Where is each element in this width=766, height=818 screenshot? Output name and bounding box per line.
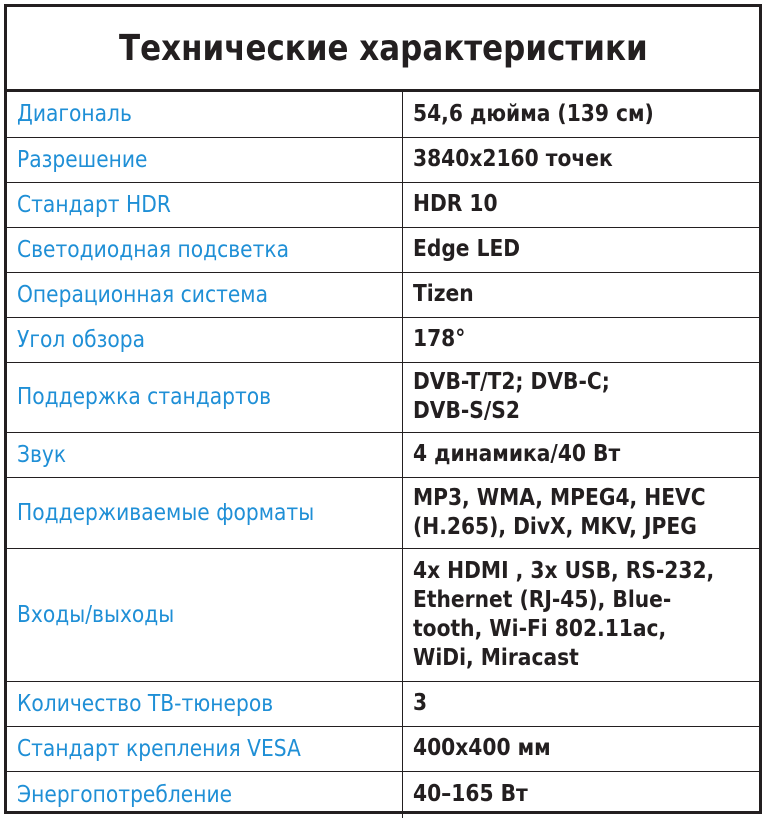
spec-label-cell bbox=[7, 548, 402, 681]
spec-label-cell bbox=[7, 681, 402, 726]
spec-sheet bbox=[4, 4, 762, 814]
spec-label-cell bbox=[7, 771, 402, 818]
spec-value-cell bbox=[402, 182, 759, 227]
table-row bbox=[7, 681, 759, 726]
spec-label: Операционная система bbox=[17, 281, 268, 308]
spec-value-cell bbox=[402, 726, 759, 771]
spec-label-cell bbox=[7, 272, 402, 317]
spec-label-cell bbox=[7, 726, 402, 771]
table-row bbox=[7, 726, 759, 771]
spec-value-cell bbox=[402, 137, 759, 182]
spec-label: Стандарт крепления VESA bbox=[17, 735, 301, 762]
spec-label-cell bbox=[7, 182, 402, 227]
spec-label-cell bbox=[7, 432, 402, 477]
spec-label: Диагональ bbox=[17, 101, 132, 128]
spec-value: 40–165 Вт bbox=[412, 781, 528, 808]
spec-label: Стандарт HDR bbox=[17, 191, 171, 218]
table-row bbox=[7, 137, 759, 182]
table-row bbox=[7, 477, 759, 548]
spec-value-cell bbox=[402, 681, 759, 726]
spec-label: Угол обзора bbox=[17, 326, 145, 353]
spec-value: 178° bbox=[412, 326, 465, 352]
table-row bbox=[7, 92, 759, 137]
spec-label-cell bbox=[7, 317, 402, 362]
spec-value: 54,6 дюйма (139 см) bbox=[412, 100, 654, 127]
spec-value: Edge LED bbox=[412, 236, 520, 262]
spec-value-cell bbox=[402, 92, 759, 137]
spec-value: HDR 10 bbox=[412, 191, 498, 217]
page-title: Технические характеристики bbox=[118, 27, 648, 69]
spec-label: Поддержка стандартов bbox=[17, 384, 272, 410]
table-row bbox=[7, 548, 759, 681]
spec-value: 400x400 мм bbox=[412, 735, 551, 761]
spec-value: Tizen bbox=[412, 281, 474, 307]
spec-label: Разрешение bbox=[17, 146, 148, 173]
title-box bbox=[7, 7, 759, 92]
spec-label-cell bbox=[7, 92, 402, 137]
spec-value-cell bbox=[402, 272, 759, 317]
spec-label-cell bbox=[7, 137, 402, 182]
spec-label: Входы/выходы bbox=[17, 601, 175, 628]
spec-value: MP3, WMA, MPEG4, HEVC (H.265), DivX, MKV, JPEG bbox=[412, 484, 706, 540]
spec-value-cell bbox=[402, 548, 759, 681]
spec-label: Светодиодная подсветка bbox=[17, 236, 290, 263]
spec-value-cell bbox=[402, 227, 759, 272]
spec-label: Звук bbox=[17, 441, 67, 468]
spec-table bbox=[7, 92, 759, 818]
spec-label-cell bbox=[7, 362, 402, 432]
spec-label-cell bbox=[7, 227, 402, 272]
spec-label: Поддерживаемые форматы bbox=[17, 499, 315, 526]
table-row bbox=[7, 227, 759, 272]
spec-value: 4x HDMI , 3x USB, RS-232, Ethernet (RJ-45), Blue- tooth, Wi-Fi 802.11ac, WiDi, Miracast bbox=[412, 557, 714, 671]
spec-label: Количество ТВ-тюнеров bbox=[17, 690, 274, 717]
spec-value-cell bbox=[402, 317, 759, 362]
spec-value: 4 динамика/40 Вт bbox=[412, 441, 620, 467]
spec-value: 3840x2160 точек bbox=[412, 146, 613, 172]
spec-value-cell bbox=[402, 362, 759, 432]
spec-label-cell bbox=[7, 477, 402, 548]
table-row bbox=[7, 771, 759, 818]
table-row bbox=[7, 272, 759, 317]
table-row bbox=[7, 182, 759, 227]
table-row bbox=[7, 362, 759, 432]
spec-label: Энергопотребление bbox=[17, 781, 233, 808]
spec-value-cell bbox=[402, 771, 759, 818]
table-row bbox=[7, 432, 759, 477]
table-row bbox=[7, 317, 759, 362]
spec-value-cell bbox=[402, 432, 759, 477]
spec-value: DVB-T/T2; DVB-C; DVB-S/S2 bbox=[412, 369, 610, 424]
spec-value-cell bbox=[402, 477, 759, 548]
spec-value: 3 bbox=[412, 690, 427, 716]
